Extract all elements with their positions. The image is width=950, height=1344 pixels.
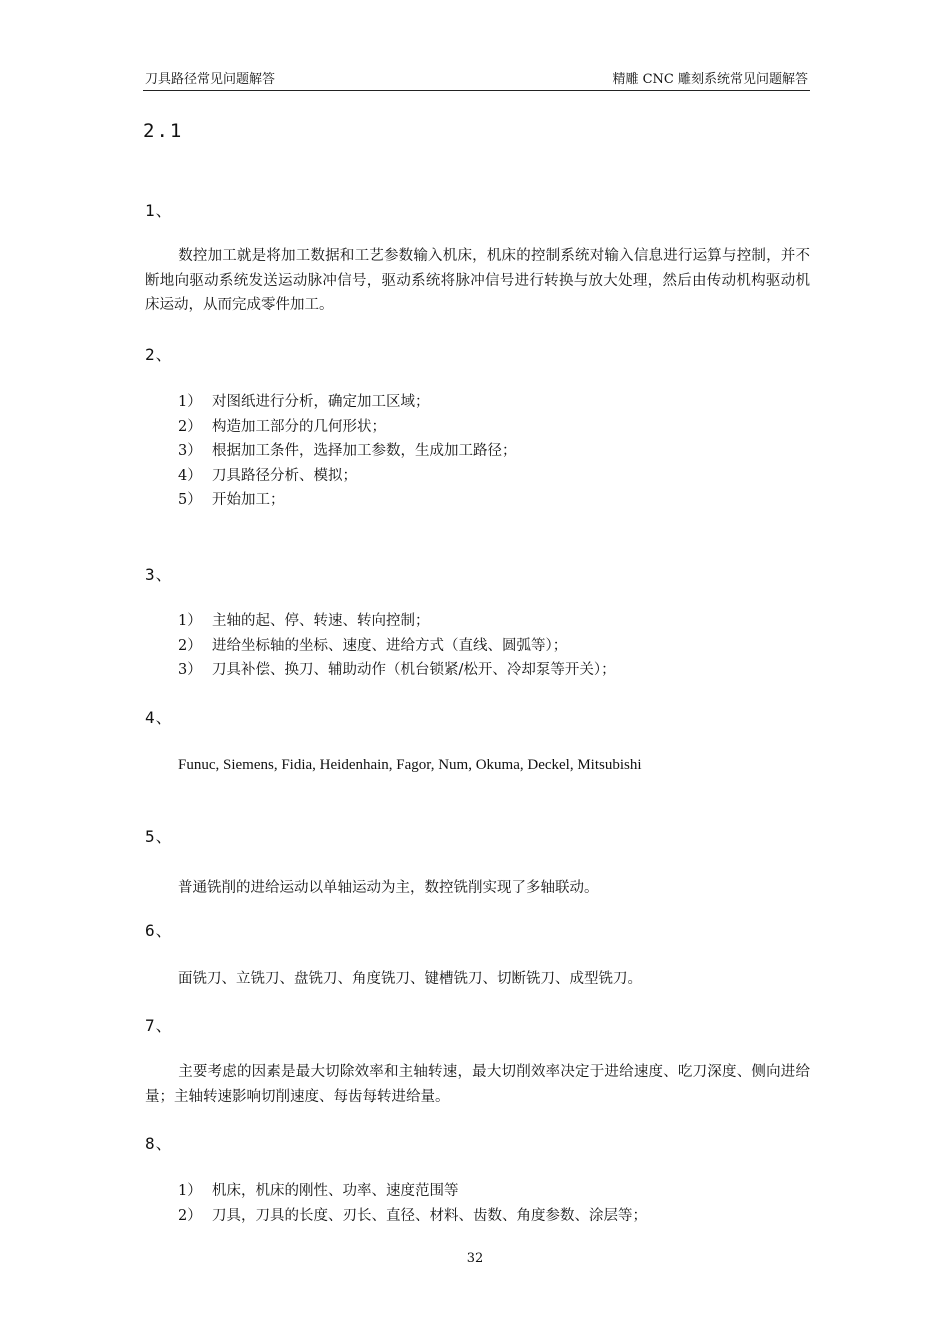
list-item: 1） 对图纸进行分析，确定加工区域； xyxy=(178,394,430,410)
answer-2-list xyxy=(178,390,517,513)
list-item: 2） 进给坐标轴的坐标、速度、进给方式（直线、圆弧等）； xyxy=(178,637,568,654)
list-item: 5） 开始加工； xyxy=(178,492,285,508)
question-4-heading: 4、 xyxy=(145,708,173,727)
answer-5-text: 普通铣削的进给运动以单轴运动为主，数控铣削实现了多轴联动。 xyxy=(178,880,599,896)
list-item: 2） 构造加工部分的几何形状； xyxy=(178,418,386,435)
answer-7-text: 主要考虑的因素是最大切除效率和主轴转速，最大切削效率决定于进给速度、吃刀深度、侧向进给量；主轴转速影响切削速度、每齿每转进给量。 xyxy=(145,1064,810,1105)
list-item: 2） 刀具，刀具的长度、刃长、直径、材料、齿数、角度参数、涂层等； xyxy=(178,1207,647,1224)
question-3-heading: 3、 xyxy=(145,565,173,584)
answer-3-list xyxy=(178,609,616,683)
section-heading xyxy=(143,120,209,142)
answer-7-paragraph xyxy=(145,1060,810,1109)
answer-4-text: Funuc, Siemens, Fidia, Heidenhain, Fagor, Num, Okuma, Deckel, Mitsubishi xyxy=(178,757,642,773)
list-item: 3） 根据加工条件，选择加工参数，生成加工路径； xyxy=(178,443,517,459)
list-item: 3） 刀具补偿、换刀、辅助动作（机台锁紧/松开、冷却泵等开关）； xyxy=(178,662,616,678)
section-number: 2.1 xyxy=(143,120,184,142)
header-left-title: 刀具路径常见问题解答 xyxy=(145,72,276,87)
answer-1-paragraph xyxy=(145,244,810,318)
answer-6-text: 面铣刀、立铣刀、盘铣刀、角度铣刀、键槽铣刀、切断铣刀、成型铣刀。 xyxy=(178,971,642,987)
page-header xyxy=(143,72,810,91)
question-6-heading: 6、 xyxy=(145,921,173,940)
page-number: 32 xyxy=(466,1251,484,1266)
question-7-heading: 7、 xyxy=(145,1016,173,1035)
question-8-heading: 8、 xyxy=(145,1134,173,1153)
header-right-title: 精雕 CNC 雕刻系统常见问题解答 xyxy=(612,72,808,87)
list-item: 1） 主轴的起、停、转速、转向控制； xyxy=(178,613,430,629)
list-item: 1） 机床，机床的刚性、功率、速度范围等 xyxy=(178,1183,459,1199)
list-item: 4） 刀具路径分析、模拟； xyxy=(178,467,357,484)
answer-1-text: 数控加工就是将加工数据和工艺参数输入机床，机床的控制系统对输入信息进行运算与控制，并不断地向驱动系统发送运动脉冲信号，驱动系统将脉冲信号进行转换与放大处理，然后由传动机构驱动机床运动，从而完成零件加工。 xyxy=(145,248,810,313)
question-1-heading: 1、 xyxy=(145,201,173,220)
question-5-heading: 5、 xyxy=(145,827,173,846)
question-2-heading: 2、 xyxy=(145,345,173,364)
answer-8-list xyxy=(178,1179,647,1228)
